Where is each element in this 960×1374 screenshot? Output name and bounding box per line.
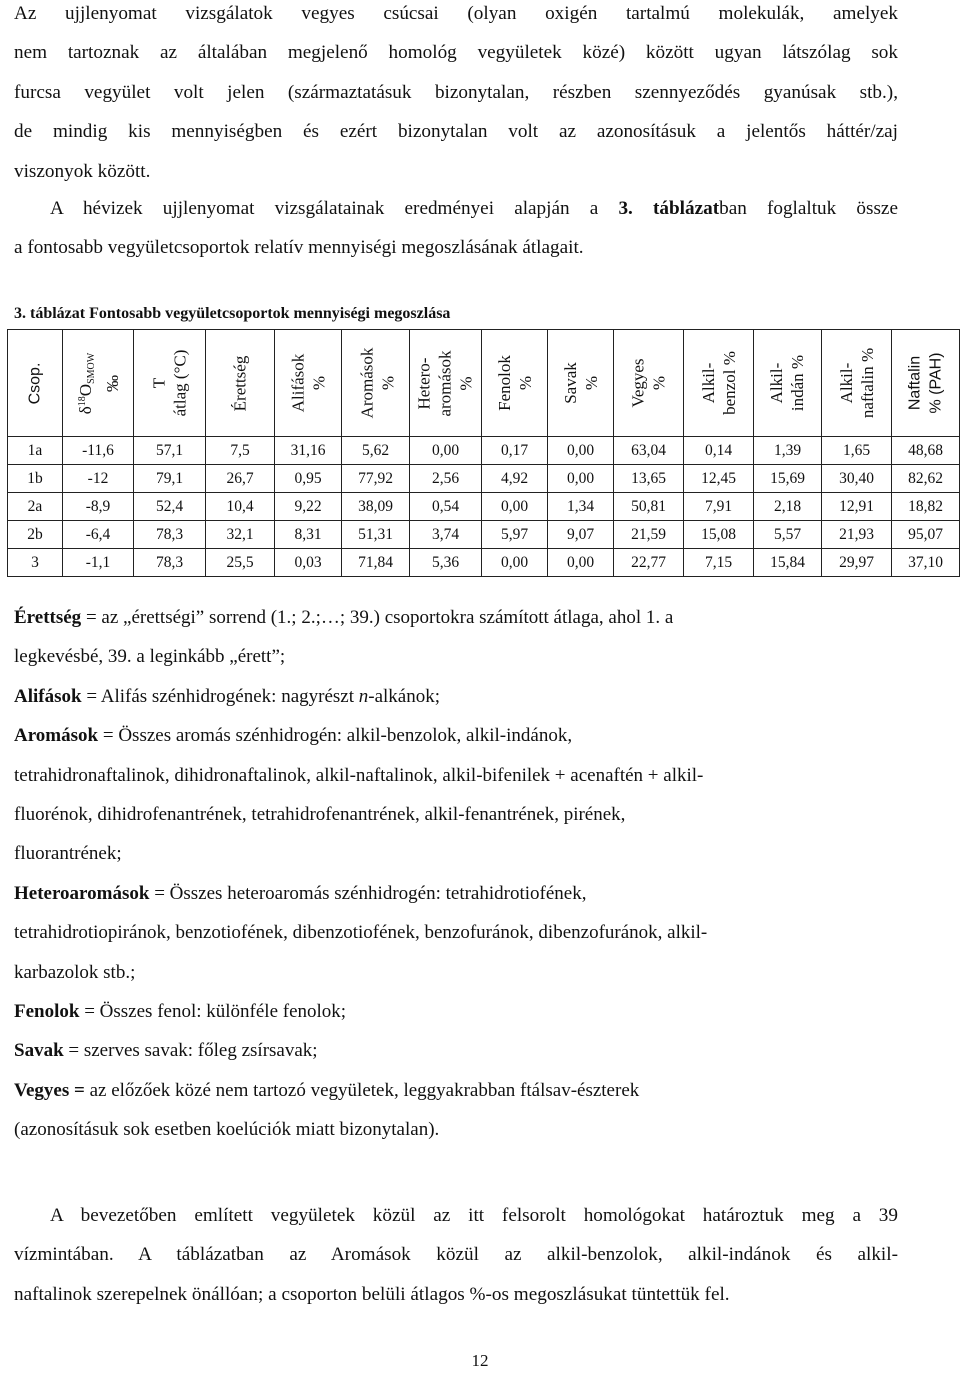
value-cell: 9,07 [548, 521, 614, 549]
table-reference-paragraph [14, 189, 898, 268]
closing-paragraph [14, 1196, 898, 1314]
definition-alifasok [14, 677, 914, 716]
header-naftalin-pah: Naftalin % (PAH) [892, 330, 960, 437]
value-cell: 15,84 [754, 549, 822, 577]
definition-text: = Összes fenol: különféle fenolok; [79, 1001, 347, 1023]
header-erettseg: Érettség [206, 330, 275, 437]
group-cell: 1b [8, 465, 63, 493]
value-cell: 31,16 [275, 437, 342, 465]
header-fenolok: Fenolok % [482, 330, 548, 437]
value-cell: 78,3 [134, 549, 206, 577]
value-cell: 4,92 [482, 465, 548, 493]
value-cell: 5,62 [342, 437, 410, 465]
value-cell: 0,00 [482, 549, 548, 577]
header-alifasok: Alifások % [275, 330, 342, 437]
value-cell: 15,69 [754, 465, 822, 493]
intro-line: de mindig kis mennyiségben és ezért bizonytalan volt az azonosításuk a jelentős háttér/zaj [14, 121, 898, 143]
intro-line: furcsa vegyület volt jelen (származtatásuk bizonytalan, részben szennyeződés gyanúsak stb.), [14, 81, 898, 103]
group-cell: 2a [8, 493, 63, 521]
value-cell: 0,00 [548, 437, 614, 465]
value-cell: 2,18 [754, 493, 822, 521]
value-cell: 9,22 [275, 493, 342, 521]
table-row [8, 437, 960, 465]
header-savak: Savak % [548, 330, 614, 437]
italic-n: n [358, 685, 369, 707]
value-cell: 0,14 [684, 437, 754, 465]
value-cell: 26,7 [206, 465, 275, 493]
value-cell: 95,07 [892, 521, 960, 549]
closing-line: A bevezetőben említett vegyületek közül az itt felsorolt homológokat határoztuk meg a 39 [50, 1205, 898, 1226]
value-cell: 21,93 [822, 521, 892, 549]
value-cell: 1,34 [548, 493, 614, 521]
definition-text: -alkánok; [368, 685, 441, 707]
definition-text: = Alifás szénhidrogének: nagyrészt [81, 685, 359, 707]
header-csop: Csop. [8, 330, 63, 437]
value-cell: 0,95 [275, 465, 342, 493]
header-aromasok: Aromások % [342, 330, 410, 437]
value-cell: 1,65 [822, 437, 892, 465]
term-alifasok: Alifások [14, 685, 82, 707]
definition-text: = szerves savak: főleg zsírsavak; [63, 1040, 318, 1062]
table-row [8, 493, 960, 521]
term-fenolok: Fenolok [14, 1001, 80, 1023]
definition-text: = Összes aromás szénhidrogén: alkil-benzolok, alkil-indánok, [98, 725, 573, 747]
value-cell: 51,31 [342, 521, 410, 549]
group-cell: 1a [8, 437, 63, 465]
term-savak: Savak [14, 1040, 64, 1062]
reference-text: ban foglaltuk össze [719, 198, 898, 219]
value-cell: 22,77 [614, 549, 684, 577]
value-cell: -12 [63, 465, 134, 493]
value-cell: 0,00 [482, 493, 548, 521]
value-cell: -6,4 [63, 521, 134, 549]
definition-aromasok [14, 716, 914, 755]
value-cell: 3,74 [410, 521, 482, 549]
value-cell: 0,54 [410, 493, 482, 521]
value-cell: 32,1 [206, 521, 275, 549]
intro-line: Az ujjlenyomat vizsgálatok vegyes csúcsai (olyan oxigén tartalmú molekulák, amelyek [14, 3, 898, 24]
value-cell: 5,97 [482, 521, 548, 549]
table-body [8, 437, 960, 577]
header-heteroaromasok: Hetero- aromások % [410, 330, 482, 437]
group-cell: 2b [8, 521, 63, 549]
closing-line: naftalinok szerepelnek önállóan; a csoporton belüli átlagos %-os megoszlásukat tüntettük fel. [14, 1283, 730, 1305]
value-cell: 0,03 [275, 549, 342, 577]
value-cell: 0,00 [548, 549, 614, 577]
value-cell: 21,59 [614, 521, 684, 549]
value-cell: 0,00 [410, 437, 482, 465]
table-row [8, 549, 960, 577]
header-alkil-indan: Alkil- indán % [754, 330, 822, 437]
term-vegyes: Vegyes = [14, 1079, 85, 1101]
value-cell: 1,39 [754, 437, 822, 465]
table-header-row [8, 330, 960, 437]
closing-line: vízmintában. A táblázatban az Aromások közül az alkil-benzolok, alkil-indánok és alkil- [14, 1244, 898, 1266]
value-cell: 12,45 [684, 465, 754, 493]
header-delta-18o: $\delta^{18}O_{SMOW}$ ‰ [63, 330, 134, 437]
term-heteroaromasok: Heteroaromások [14, 882, 150, 904]
definition-text: (azonosításuk sok esetben koelúciók miatt bizonytalan). [14, 1119, 440, 1141]
reference-line [14, 189, 898, 228]
definition-text: fluorantrének; [14, 843, 122, 865]
header-vegyes: Vegyes % [614, 330, 684, 437]
value-cell: -1,1 [63, 549, 134, 577]
intro-paragraph [14, 0, 898, 191]
definition-heteroaromasok [14, 874, 914, 913]
definition-text: = Összes heteroaromás szénhidrogén: tetrahidrotiofének, [149, 882, 587, 904]
definition-text: tetrahidronaftalinok, dihidronaftalinok, alkil-naftalinok, alkil-bifenilek + acenaftén + alkil- [14, 764, 704, 786]
header-alkil-naftalin: Alkil- naftalin % [822, 330, 892, 437]
definitions-list [14, 598, 914, 1150]
value-cell: 5,57 [754, 521, 822, 549]
page-number: 12 [471, 1351, 489, 1370]
table-row [8, 521, 960, 549]
value-cell: 25,5 [206, 549, 275, 577]
value-cell: 48,68 [892, 437, 960, 465]
definition-savak [14, 1031, 914, 1070]
definition-fenolok [14, 992, 914, 1031]
value-cell: -11,6 [63, 437, 134, 465]
term-erettseg: Érettség [14, 607, 82, 628]
value-cell: 10,4 [206, 493, 275, 521]
value-cell: 82,62 [892, 465, 960, 493]
value-cell: 5,36 [410, 549, 482, 577]
definition-text: tetrahidrotiopiránok, benzotiofének, dibenzotiofének, benzofuránok, dibenzofuránok, alkil- [14, 922, 708, 944]
value-cell: 8,31 [275, 521, 342, 549]
value-cell: 0,17 [482, 437, 548, 465]
value-cell: 52,4 [134, 493, 206, 521]
value-cell: 0,00 [548, 465, 614, 493]
intro-line: viszonyok között. [14, 160, 151, 182]
definition-vegyes [14, 1071, 914, 1110]
value-cell: 18,82 [892, 493, 960, 521]
value-cell: 78,3 [134, 521, 206, 549]
intro-line: nem tartoznak az általában megjelenő homológ vegyületek közé) között ugyan látszólag sok [14, 42, 898, 64]
value-cell: 2,56 [410, 465, 482, 493]
reference-line: a fontosabb vegyületcsoportok relatív mennyiségi megoszlásának átlagait. [14, 237, 584, 259]
value-cell: 15,08 [684, 521, 754, 549]
definition-text: karbazolok stb.; [14, 961, 136, 983]
header-temperature: T átlag (°C) [134, 330, 206, 437]
definition-text: fluorénok, dihidrofenantrének, tetrahidrofenantrének, alkil-fenantrének, pirének, [14, 804, 626, 826]
table-row [8, 465, 960, 493]
value-cell: 38,09 [342, 493, 410, 521]
definition-text: az előzőek közé nem tartozó vegyületek, leggyakrabban ftálsav-észterek [84, 1079, 640, 1101]
value-cell: 79,1 [134, 465, 206, 493]
definition-erettseg [14, 598, 914, 637]
value-cell: 71,84 [342, 549, 410, 577]
term-aromasok: Aromások [14, 725, 99, 747]
definition-text: legkevésbé, 39. a leginkább „érett”; [14, 646, 286, 668]
value-cell: 57,1 [134, 437, 206, 465]
value-cell: 30,40 [822, 465, 892, 493]
value-cell: 7,5 [206, 437, 275, 465]
reference-text: A hévizek ujjlenyomat vizsgálatainak eredményei alapján a [50, 198, 619, 219]
value-cell: 12,91 [822, 493, 892, 521]
value-cell: -8,9 [63, 493, 134, 521]
value-cell: 7,15 [684, 549, 754, 577]
value-cell: 13,65 [614, 465, 684, 493]
value-cell: 29,97 [822, 549, 892, 577]
definition-text: = az „érettségi” sorrend (1.; 2.;…; 39.) csoportokra számított átlaga, ahol 1. a [81, 607, 674, 628]
table-caption: 3. táblázat Fontosabb vegyületcsoportok mennyiségi megoszlása [14, 305, 451, 322]
header-alkil-benzol: Alkil- benzol % [684, 330, 754, 437]
value-cell: 37,10 [892, 549, 960, 577]
table-reference-link: 3. táblázat [618, 198, 720, 219]
value-cell: 7,91 [684, 493, 754, 521]
group-cell: 3 [8, 549, 63, 577]
value-cell: 77,92 [342, 465, 410, 493]
value-cell: 63,04 [614, 437, 684, 465]
data-table [7, 329, 960, 577]
value-cell: 50,81 [614, 493, 684, 521]
